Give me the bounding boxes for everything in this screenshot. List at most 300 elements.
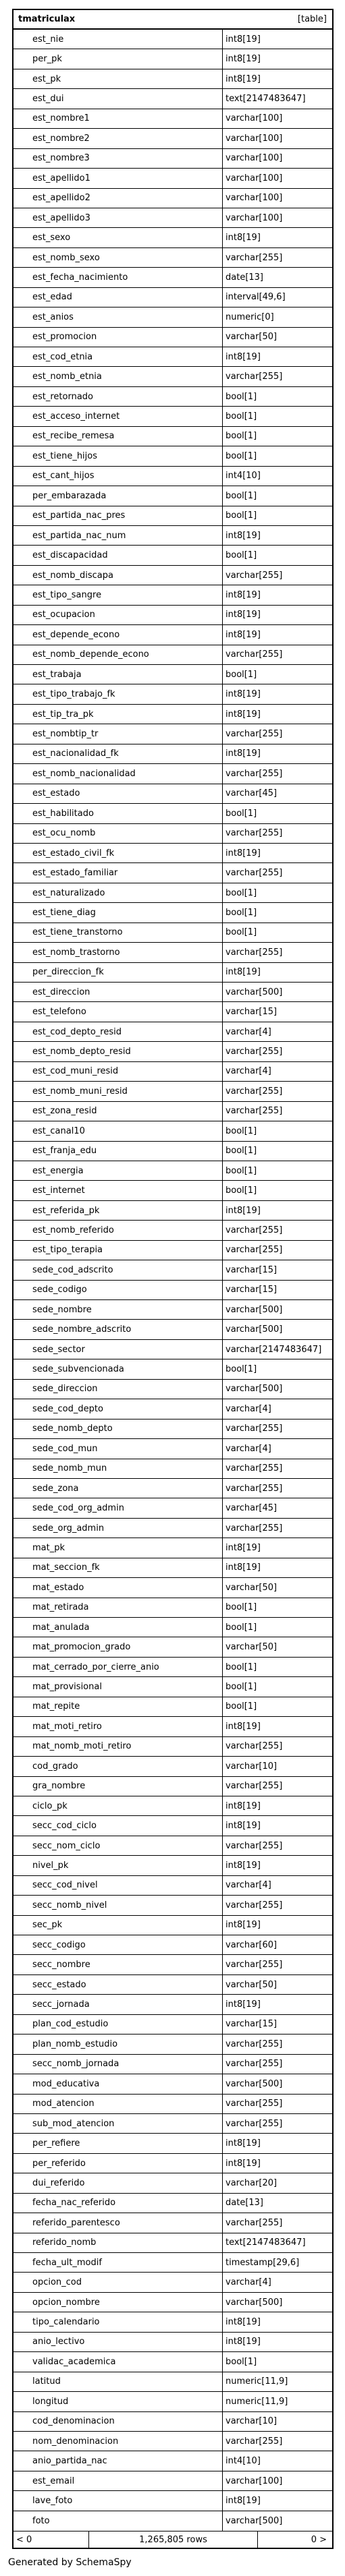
column-row (14, 2333, 332, 2352)
column-row (14, 1955, 332, 1974)
column-row (14, 625, 332, 645)
column-name: est_anios (14, 308, 223, 326)
column-type: int8[19] (225, 1721, 261, 1732)
column-name: est_nomb_muni_resid (14, 1082, 223, 1101)
column-name: nivel_pk (14, 1856, 223, 1875)
column-type: int8[19] (225, 848, 261, 858)
column-type: varchar[255] (225, 1960, 283, 1970)
column-type: bool[1] (225, 808, 257, 819)
column-row (14, 983, 332, 1002)
column-name: est_nombre2 (14, 129, 223, 148)
column-type: timestamp[29,6] (225, 2257, 300, 2268)
column-type: varchar[255] (225, 2118, 283, 2129)
column-row (14, 1717, 332, 1736)
column-row (14, 1836, 332, 1856)
column-row (14, 446, 332, 466)
column-name: plan_cod_estudio (14, 2015, 223, 2034)
column-name: est_partida_nac_num (14, 526, 223, 545)
column-name: per_refiere (14, 2134, 223, 2153)
column-row (14, 467, 332, 486)
column-row (14, 1578, 332, 1598)
column-row (14, 1498, 332, 1518)
column-row (14, 1399, 332, 1419)
column-name: est_estado (14, 784, 223, 803)
column-name: est_email (14, 2471, 223, 2490)
column-type: varchar[50] (225, 332, 277, 343)
column-type: int8[19] (225, 2158, 261, 2169)
column-name: mat_seccion_fk (14, 1558, 223, 1577)
column-type: bool[1] (225, 1701, 257, 1712)
column-row (14, 1995, 332, 2014)
column-row (14, 546, 332, 565)
column-name: mat_promocion_grado (14, 1637, 223, 1656)
column-name: est_nomb_depto_resid (14, 1042, 223, 1061)
column-row (14, 1896, 332, 1915)
column-row (14, 268, 332, 287)
column-name: per_direccion_fk (14, 963, 223, 982)
column-row (14, 1637, 332, 1657)
column-type: bool[1] (225, 411, 257, 422)
column-type: varchar[100] (225, 212, 283, 223)
column-row (14, 2372, 332, 2392)
column-row (14, 645, 332, 665)
column-type: varchar[255] (225, 1225, 283, 1235)
column-type: int8[19] (225, 54, 261, 65)
column-row (14, 486, 332, 506)
column-name: est_recibe_remesa (14, 427, 223, 446)
column-row (14, 1320, 332, 1339)
row-count: 1,265,805 rows (89, 2531, 258, 2548)
table-node (12, 9, 334, 2549)
column-type: int8[19] (225, 2138, 261, 2149)
column-row (14, 30, 332, 49)
column-name: est_promocion (14, 328, 223, 347)
column-row (14, 2015, 332, 2035)
column-row (14, 1102, 332, 1121)
column-type: varchar[255] (225, 768, 283, 779)
column-type: bool[1] (225, 1622, 257, 1633)
column-name: est_trabaja (14, 665, 223, 684)
column-row (14, 1062, 332, 1082)
column-name: est_naturalizado (14, 883, 223, 902)
column-type: varchar[10] (225, 2416, 277, 2427)
column-name: secc_cod_nivel (14, 1876, 223, 1895)
column-name: est_tiene_hijos (14, 446, 223, 465)
column-type: bool[1] (225, 669, 257, 680)
column-type: varchar[255] (225, 1483, 283, 1494)
column-name: est_cod_muni_resid (14, 1062, 223, 1081)
column-row (14, 149, 332, 169)
column-name: est_apellido2 (14, 189, 223, 208)
column-type: varchar[50] (225, 1582, 277, 1593)
column-name: sede_codigo (14, 1281, 223, 1299)
column-name: est_fecha_nacimiento (14, 268, 223, 287)
column-type: int8[19] (225, 34, 261, 45)
column-type: varchar[255] (225, 1463, 283, 1474)
column-name: est_nombre3 (14, 149, 223, 168)
column-type: date[13] (225, 272, 263, 283)
column-row (14, 1359, 332, 1379)
column-row (14, 1975, 332, 1995)
column-row (14, 2154, 332, 2173)
column-row (14, 2055, 332, 2074)
column-row (14, 1737, 332, 1757)
column-row (14, 1777, 332, 1796)
column-type: int8[19] (225, 530, 261, 541)
column-type: date[13] (225, 2198, 263, 2208)
column-name: est_canal10 (14, 1121, 223, 1140)
column-row (14, 109, 332, 129)
column-row (14, 208, 332, 228)
column-type: varchar[255] (225, 1781, 283, 1792)
column-type: varchar[500] (225, 1324, 283, 1335)
column-row (14, 248, 332, 268)
column-type: varchar[255] (225, 1840, 283, 1851)
column-type: int8[19] (225, 1562, 261, 1573)
column-row (14, 2511, 332, 2531)
column-row (14, 1181, 332, 1200)
table-kind: [table] (297, 14, 327, 24)
column-type: varchar[255] (225, 868, 283, 879)
column-name: est_nomb_nacionalidad (14, 764, 223, 783)
column-type: varchar[255] (225, 1741, 283, 1752)
column-row (14, 228, 332, 247)
column-name: est_estado_familiar (14, 863, 223, 882)
column-name: sede_direccion (14, 1380, 223, 1399)
column-row (14, 1022, 332, 1042)
column-name: est_apellido1 (14, 169, 223, 187)
column-name: longitud (14, 2392, 223, 2411)
column-row (14, 2095, 332, 2114)
table-header (14, 10, 332, 30)
column-type: int8[19] (225, 2495, 261, 2506)
column-row (14, 1479, 332, 1498)
column-row (14, 2352, 332, 2372)
column-type: varchar[500] (225, 2515, 283, 2526)
column-row (14, 1082, 332, 1101)
column-type: int8[19] (225, 1801, 261, 1811)
column-type: int4[10] (225, 471, 261, 481)
column-row (14, 2293, 332, 2312)
column-name: est_franja_edu (14, 1142, 223, 1161)
column-row (14, 387, 332, 407)
column-type: varchar[255] (225, 649, 283, 660)
column-type: bool[1] (225, 2356, 257, 2367)
column-name: secc_codigo (14, 1935, 223, 1954)
column-name: fecha_ult_modif (14, 2253, 223, 2272)
column-name: mod_educativa (14, 2074, 223, 2093)
column-type: varchar[4] (225, 1443, 271, 1454)
column-row (14, 1142, 332, 1161)
column-row (14, 288, 332, 308)
column-row (14, 1281, 332, 1300)
column-row (14, 684, 332, 704)
column-row (14, 724, 332, 744)
column-type: varchar[255] (225, 1106, 283, 1117)
column-name: mat_estado (14, 1578, 223, 1597)
column-type: varchar[255] (225, 1900, 283, 1910)
column-name: mat_moti_retiro (14, 1717, 223, 1736)
column-type: varchar[255] (225, 2436, 283, 2447)
column-row (14, 1935, 332, 1955)
column-row (14, 2114, 332, 2134)
column-type: varchar[15] (225, 1285, 277, 1295)
column-name: mat_pk (14, 1538, 223, 1557)
column-type: bool[1] (225, 1682, 257, 1693)
column-row (14, 1161, 332, 1181)
column-type: varchar[255] (225, 570, 283, 581)
column-name: nom_denominacion (14, 2432, 223, 2451)
column-name: est_sexo (14, 228, 223, 247)
column-row (14, 1042, 332, 1061)
column-name: dui_referido (14, 2173, 223, 2192)
column-type: varchar[255] (225, 729, 283, 740)
column-row (14, 1876, 332, 1896)
column-name: est_tiene_diag (14, 903, 223, 922)
column-type: bool[1] (225, 1165, 257, 1176)
column-type: varchar[255] (225, 1245, 283, 1256)
column-row (14, 1201, 332, 1221)
column-name: ciclo_pk (14, 1796, 223, 1815)
column-row (14, 2253, 332, 2273)
column-type: varchar[4] (225, 1403, 271, 1414)
column-type: varchar[500] (225, 2078, 283, 2089)
column-row (14, 2412, 332, 2432)
column-row (14, 308, 332, 327)
column-type: int8[19] (225, 1821, 261, 1832)
column-row (14, 2194, 332, 2213)
column-name: est_nombre1 (14, 109, 223, 128)
column-name: est_depende_econo (14, 625, 223, 644)
column-type: bool[1] (225, 490, 257, 501)
column-type: bool[1] (225, 431, 257, 442)
column-row (14, 2312, 332, 2332)
table-name: tmatriculax (18, 14, 76, 24)
table-footer (14, 2531, 332, 2548)
column-name: est_retornado (14, 387, 223, 406)
column-row (14, 1380, 332, 1399)
column-name: est_partida_nac_pres (14, 506, 223, 525)
column-name: secc_nombre (14, 1955, 223, 1974)
column-name: sede_zona (14, 1479, 223, 1498)
column-row (14, 566, 332, 585)
column-row (14, 347, 332, 367)
column-row (14, 2273, 332, 2292)
column-name: sede_nombre (14, 1300, 223, 1319)
column-type: varchar[4] (225, 2277, 271, 2288)
column-type: varchar[50] (225, 1642, 277, 1653)
column-row (14, 883, 332, 903)
column-name: sede_sector (14, 1340, 223, 1359)
column-name: plan_nomb_estudio (14, 2035, 223, 2053)
column-name: anio_lectivo (14, 2333, 223, 2351)
column-row (14, 89, 332, 109)
column-name: sub_mod_atencion (14, 2114, 223, 2133)
children-count: < 0 (14, 2531, 89, 2548)
column-type: varchar[4] (225, 1880, 271, 1891)
column-type: bool[1] (225, 887, 257, 898)
column-row (14, 665, 332, 684)
column-name: est_referida_pk (14, 1201, 223, 1220)
column-type: varchar[15] (225, 1264, 277, 1275)
parents-count: 0 > (311, 2534, 327, 2545)
column-name: secc_nomb_jornada (14, 2055, 223, 2074)
column-name: est_apellido3 (14, 208, 223, 227)
column-type: bool[1] (225, 510, 257, 521)
column-name: secc_estado (14, 1975, 223, 1994)
column-name: lave_foto (14, 2491, 223, 2510)
column-type: varchar[255] (225, 1047, 283, 1057)
column-row (14, 169, 332, 188)
column-type: numeric[11,9] (225, 2376, 288, 2387)
column-name: secc_nom_ciclo (14, 1836, 223, 1855)
column-type: bool[1] (225, 1662, 257, 1672)
column-type: int8[19] (225, 1920, 261, 1931)
column-row (14, 2134, 332, 2153)
column-name: est_internet (14, 1181, 223, 1200)
generated-by-label: Generated by SchemaSpy (8, 2557, 132, 2568)
column-type: varchar[100] (225, 2476, 283, 2486)
column-row (14, 2491, 332, 2511)
column-row (14, 506, 332, 526)
column-type: int8[19] (225, 2337, 261, 2347)
column-type: varchar[45] (225, 788, 277, 799)
column-type: text[2147483647] (225, 94, 306, 105)
column-row (14, 744, 332, 764)
column-row (14, 1697, 332, 1717)
column-name: sede_nombre_adscrito (14, 1320, 223, 1339)
column-row (14, 367, 332, 386)
column-name: est_telefono (14, 1002, 223, 1021)
column-name: sede_nomb_mun (14, 1459, 223, 1478)
column-name: opcion_nombre (14, 2293, 223, 2312)
column-name: est_cod_etnia (14, 347, 223, 366)
column-name: est_nomb_sexo (14, 248, 223, 267)
column-name: est_habilitado (14, 804, 223, 823)
column-name: est_nomb_discapa (14, 566, 223, 585)
column-name: est_ocupacion (14, 606, 223, 624)
column-name: est_acceso_internet (14, 407, 223, 426)
column-name: est_zona_resid (14, 1102, 223, 1121)
column-type: varchar[100] (225, 173, 283, 183)
column-name: est_cant_hijos (14, 467, 223, 486)
column-name: referido_parentesco (14, 2213, 223, 2232)
column-name: est_cod_depto_resid (14, 1022, 223, 1041)
column-name: mat_retirada (14, 1598, 223, 1617)
column-name: mat_cerrado_por_cierre_anio (14, 1658, 223, 1676)
column-type: varchar[20] (225, 2177, 277, 2188)
column-name: est_nomb_depende_econo (14, 645, 223, 664)
column-type: varchar[4] (225, 1026, 271, 1037)
column-name: sede_cod_mun (14, 1439, 223, 1458)
column-name: est_nacionalidad_fk (14, 744, 223, 763)
column-row (14, 1121, 332, 1141)
column-row (14, 1241, 332, 1260)
column-row (14, 863, 332, 883)
column-name: sede_subvencionada (14, 1359, 223, 1378)
column-type: varchar[100] (225, 113, 283, 124)
column-type: int8[19] (225, 1205, 261, 1216)
column-name: est_nombtip_tr (14, 724, 223, 743)
column-row (14, 1658, 332, 1677)
column-name: sec_pk (14, 1916, 223, 1935)
column-type: varchar[100] (225, 193, 283, 204)
column-type: varchar[500] (225, 987, 283, 997)
column-name: cod_denominacion (14, 2412, 223, 2431)
column-name: sede_cod_adscrito (14, 1260, 223, 1279)
column-name: per_embarazada (14, 486, 223, 505)
column-row (14, 1300, 332, 1320)
column-row (14, 1260, 332, 1280)
column-name: est_nomb_referido (14, 1221, 223, 1239)
column-type: varchar[100] (225, 133, 283, 144)
column-name: anio_partida_nac (14, 2451, 223, 2470)
column-type: numeric[11,9] (225, 2396, 288, 2407)
column-type: text[2147483647] (225, 2237, 306, 2248)
column-type: bool[1] (225, 927, 257, 938)
column-name: est_nie (14, 30, 223, 49)
column-name: foto (14, 2511, 223, 2531)
column-type: varchar[255] (225, 1086, 283, 1096)
column-row (14, 1340, 332, 1359)
column-name: mod_atencion (14, 2095, 223, 2113)
column-type: varchar[255] (225, 372, 283, 382)
column-name: referido_nomb (14, 2233, 223, 2252)
column-name: mat_anulada (14, 1618, 223, 1637)
column-type: varchar[255] (225, 2217, 283, 2228)
column-name: est_tipo_sangre (14, 585, 223, 604)
column-name: secc_jornada (14, 1995, 223, 2014)
column-type: int4[10] (225, 2456, 261, 2467)
column-row (14, 2074, 332, 2094)
column-row (14, 49, 332, 69)
column-type: int8[19] (225, 610, 261, 620)
column-row (14, 2392, 332, 2411)
column-type: bool[1] (225, 1146, 257, 1157)
column-name: sede_org_admin (14, 1519, 223, 1538)
column-row (14, 1916, 332, 1935)
column-row (14, 943, 332, 962)
column-row (14, 784, 332, 804)
column-row (14, 69, 332, 89)
column-row (14, 1002, 332, 1022)
column-type: bool[1] (225, 391, 257, 402)
column-type: int8[19] (225, 74, 261, 84)
column-name: est_energia (14, 1161, 223, 1180)
column-row (14, 1538, 332, 1558)
column-row (14, 1459, 332, 1479)
column-name: opcion_cod (14, 2273, 223, 2291)
column-row (14, 844, 332, 863)
column-type: varchar[255] (225, 2039, 283, 2049)
column-type: interval[49,6] (225, 292, 286, 303)
column-type: bool[1] (225, 550, 257, 561)
column-type: bool[1] (225, 1602, 257, 1613)
column-type: int8[19] (225, 589, 261, 600)
column-name: est_nomb_trastorno (14, 943, 223, 962)
column-name: est_edad (14, 288, 223, 307)
column-type: varchar[255] (225, 947, 283, 958)
column-name: est_ocu_nomb (14, 824, 223, 843)
column-row (14, 2233, 332, 2253)
column-type: bool[1] (225, 907, 257, 918)
column-type: varchar[4] (225, 1066, 271, 1077)
column-name: est_estado_civil_fk (14, 844, 223, 862)
column-row (14, 1558, 332, 1578)
column-type: varchar[255] (225, 252, 283, 263)
column-name: est_tip_tra_pk (14, 705, 223, 724)
column-name: est_dui (14, 89, 223, 108)
